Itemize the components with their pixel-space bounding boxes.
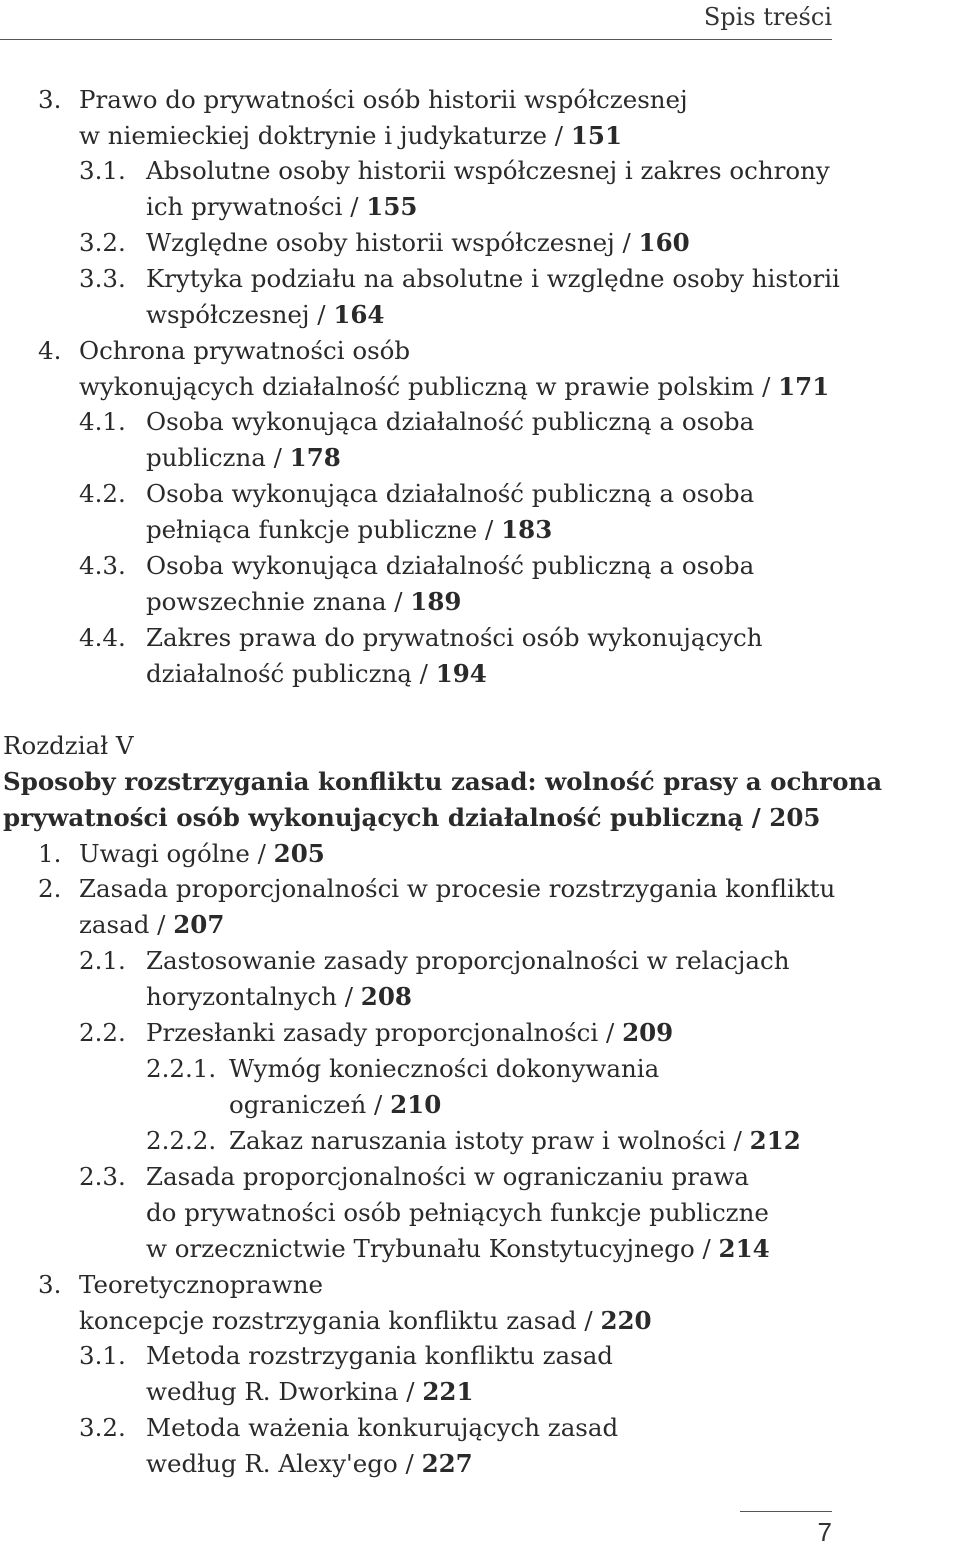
running-head: Spis treści [703,3,832,31]
toc-entry-line [229,1087,659,1123]
toc-entry-line [146,261,840,297]
toc-entry-line-text: Osoba wykonująca działalność publiczną a osoba [146,479,755,508]
toc-entry-page: 194 [435,659,487,688]
toc-entry-title [79,836,325,872]
toc-entry-line-text: ich prywatności / [146,192,367,221]
toc-entry-line [146,297,840,333]
toc-entry-line-text: Metoda rozstrzygania konfliktu zasad [146,1341,613,1370]
toc-entry-line [146,440,754,476]
toc-entry-number: 3.1. [79,156,126,185]
toc-entry-number: 3.2. [79,1413,126,1442]
toc-entry-line [79,333,829,369]
toc-entry-line-text: powszechnie znana / [146,587,411,616]
toc-entry-line-text: pełniąca funkcje publiczne / [146,515,502,544]
toc-entry-line-text: koncepcje rozstrzygania konfliktu zasad / [79,1306,601,1335]
toc-entry-title [146,261,840,333]
footer-rule [740,1511,832,1512]
toc-entry-line [146,225,690,261]
toc-entry-line-text: współczesnej / [146,300,334,329]
toc-entry-line [146,1195,770,1231]
toc-entry-page: 164 [333,300,385,329]
toc-entry-page: 183 [501,515,553,544]
toc-entry-line [229,1051,659,1087]
toc-entry-line-text: Zakres prawa do prywatności osób wykonujących [146,623,763,652]
toc-entry-number: 3. [38,85,62,114]
toc-entry-line-text: Wymóg konieczności dokonywania [229,1054,660,1083]
toc-entry-line-text: publiczna / [146,443,290,472]
toc-entry-line [146,1374,613,1410]
toc-entry-line [229,1123,801,1159]
toc-entry-line [146,476,754,512]
toc-entry-line-text: Osoba wykonująca działalność publiczną a osoba [146,407,755,436]
toc-entry-title [146,153,830,225]
toc-entry-page: 208 [360,982,412,1011]
toc-entry-line [146,1015,673,1051]
toc-entry-line [146,620,763,656]
toc-entry-number: 3.2. [79,228,126,257]
toc-entry-line [146,1231,770,1267]
toc-entry-number: 4.3. [79,551,126,580]
toc-entry-line [79,907,835,943]
toc-entry-title [229,1051,659,1123]
toc-entry-number: 4.1. [79,407,126,436]
toc-entry-line-text: według R. Alexy'ego / [146,1449,422,1478]
toc-entry-line [146,189,830,225]
toc-entry-line [146,584,754,620]
toc-entry-line [146,979,789,1015]
toc-entry-line-text: Zasada proporcjonalności w procesie rozstrzygania konfliktu [79,874,836,903]
toc-entry-line [79,118,688,154]
toc-entry-line [146,153,830,189]
toc-entry-title [146,1338,613,1410]
toc-entry-page: 155 [366,192,418,221]
toc-entry-line [146,548,754,584]
toc-entry-page: 178 [289,443,341,472]
chapter-title-line-1: Sposoby rozstrzygania konfliktu zasad: wolność prasy a ochrona [3,767,883,796]
toc-entry-line-text: działalność publiczną / [146,659,436,688]
chapter-title-page: 205 [769,803,821,832]
toc-entry-page: 210 [390,1090,442,1119]
toc-entry-page: 171 [778,372,830,401]
toc-entry-line-text: Prawo do prywatności osób historii współczesnej [79,85,688,114]
toc-entry-line [79,871,835,907]
toc-entry-number: 4.4. [79,623,126,652]
toc-entry-page: 151 [570,121,623,150]
toc-entry-title [146,476,754,548]
toc-entry-line-text: Zakaz naruszania istoty praw i wolności / [229,1126,750,1155]
toc-entry-number: 3.1. [79,1341,126,1370]
toc-entry-line-text: według R. Dworkina / [146,1377,423,1406]
chapter-title-line-2-text: prywatności osób wykonujących działalność publiczną / [3,803,770,832]
chapter-title-line-2 [3,800,882,836]
toc-entry-title [79,1267,652,1339]
toc-entry-number: 2.2. [79,1018,126,1047]
toc-entry-number: 4. [38,336,62,365]
toc-entry-page: 220 [600,1306,652,1335]
toc-entry-line [79,1303,652,1339]
toc-entry-line [146,943,789,979]
toc-entry-page: 214 [718,1234,770,1263]
toc-entry-line-text: Absolutne osoby historii współczesnej i zakres ochrony [146,156,830,185]
toc-entry-line-text: Krytyka podziału na absolutne i względne osoby historii [146,264,840,293]
toc-entry-number: 3. [38,1270,62,1299]
toc-entry-page: 227 [421,1449,473,1478]
toc-entry-line-text: ograniczeń / [229,1090,391,1119]
toc-entry-line-text: w orzecznictwie Trybunału Konstytucyjnego / [146,1234,719,1263]
toc-entry-line-text: Przesłanki zasady proporcjonalności / [146,1018,623,1047]
toc-entry-title [146,1015,673,1051]
toc-entry-line-text: w niemieckiej doktrynie i judykaturze / [79,121,571,150]
toc-entry-line-text: Względne osoby historii współczesnej / [146,228,639,257]
toc-entry-line-text: Ochrona prywatności osób [79,336,411,365]
toc-entry-title [146,1410,618,1482]
toc-entry-number: 2.2.2. [146,1126,217,1155]
toc-entry-title [79,82,688,154]
toc-entry-page: 212 [749,1126,801,1155]
toc-entry-line [146,1410,618,1446]
toc-entry-title [146,548,754,620]
toc-entry-line [146,1159,770,1195]
toc-entry-line-text: Zasada proporcjonalności w ograniczaniu prawa [146,1162,750,1191]
toc-entry-line [146,512,754,548]
toc-entry-line [146,1446,618,1482]
toc-entry-line [79,836,325,872]
toc-entry-title [79,333,829,405]
toc-entry-line [79,82,688,118]
toc-entry-line-text: Metoda ważenia konkurujących zasad [146,1413,619,1442]
chapter-title [3,764,882,836]
toc-entry-title [146,943,789,1015]
toc-entry-title [146,1159,770,1267]
page-number: 7 [817,1517,832,1547]
toc-entry-line [146,404,754,440]
toc-entry-page: 207 [173,910,225,939]
toc-entry-title [79,871,835,943]
toc-entry-title [146,620,763,692]
toc-entry-line [79,369,829,405]
toc-entry-line-text: Zastosowanie zasady proporcjonalności w relacjach [146,946,790,975]
toc-entry-line [79,1267,652,1303]
toc-entry-line-text: zasad / [79,910,174,939]
toc-entry-page: 189 [410,587,462,616]
toc-entry-line [146,1338,613,1374]
toc-entry-line [146,656,763,692]
toc-entry-line-text: Osoba wykonująca działalność publiczną a osoba [146,551,755,580]
toc-entry-page: 205 [273,839,325,868]
toc-entry-title [146,404,754,476]
toc-entry-number: 2.3. [79,1162,126,1191]
toc-entry-number: 2.2.1. [146,1054,217,1083]
toc-entry-line-text: Uwagi ogólne / [79,839,274,868]
toc-entry-number: 2. [38,874,62,903]
toc-entry-title [146,225,690,261]
toc-entry-number: 2.1. [79,946,126,975]
toc-entry-page: 160 [638,228,690,257]
toc-entry-line-text: horyzontalnych / [146,982,361,1011]
chapter-label: Rozdział V [3,731,134,760]
toc-entry-page: 209 [622,1018,674,1047]
toc-entry-number: 1. [38,839,62,868]
toc-entry-page: 221 [422,1377,474,1406]
toc-entry-number: 4.2. [79,479,126,508]
toc-entry-number: 3.3. [79,264,126,293]
toc-entry-line-text: do prywatności osób pełniących funkcje publiczne [146,1198,769,1227]
toc-entry-title [229,1123,801,1159]
toc-entry-line-text: Teoretycznoprawne [79,1270,323,1299]
toc-entry-line-text: wykonujących działalność publiczną w prawie polskim / [79,372,779,401]
